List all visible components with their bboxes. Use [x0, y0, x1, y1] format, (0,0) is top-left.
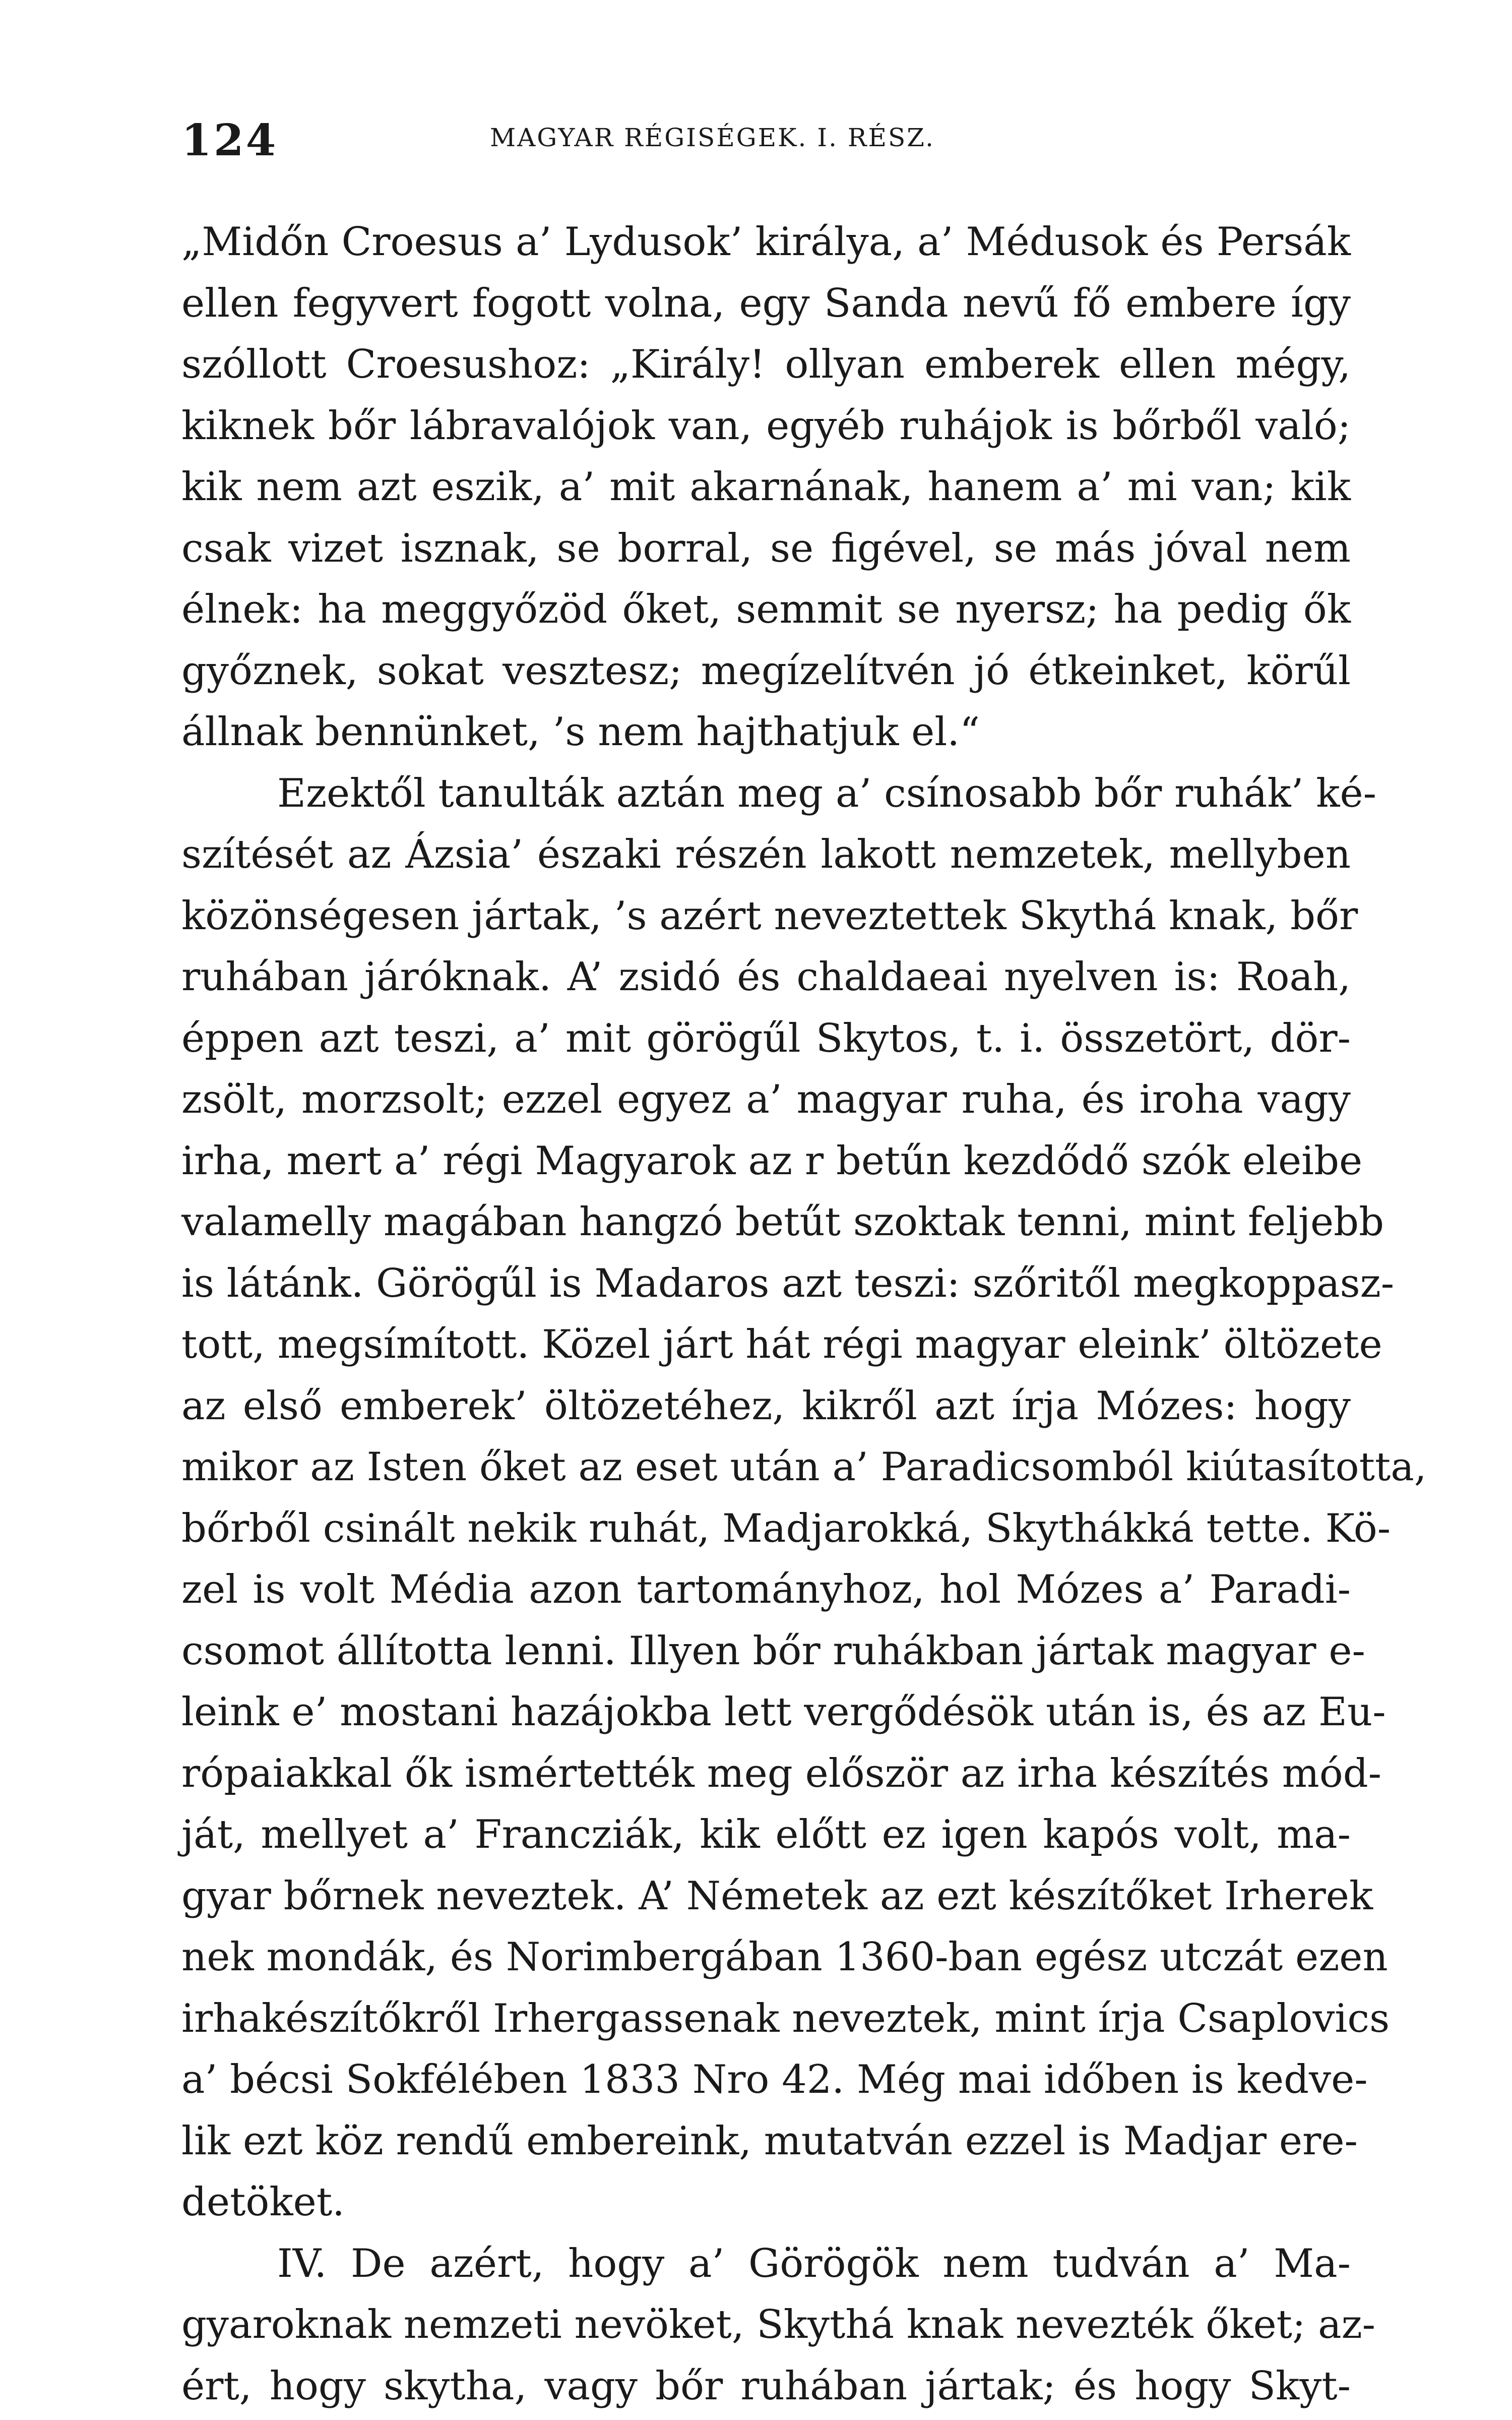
text-line: ellen fegyvert fogott volna, egy Sanda nevű fő embere így	[181, 280, 1351, 326]
text-line: leink e’ mostani hazájokba lett vergődésök után is, és az Eu-	[181, 1689, 1386, 1735]
text-line: kik nem azt eszik, a’ mit akarnának, hanem a’ mi van; kik	[181, 464, 1351, 510]
text-line: bőrből csinált nekik ruhát, Madjarokká, Skythákká tette. Kö-	[181, 1505, 1391, 1551]
text-line: nek mondák, és Norimbergában 1360-ban egész utczát ezen	[181, 1934, 1388, 1980]
text-line: irha, mert a’ régi Magyarok az r betűn kezdődő szók eleibe	[181, 1138, 1363, 1184]
text-line: a’ bécsi Sokfélében 1833 Nro 42. Még mai időben is kedve-	[181, 2057, 1368, 2102]
text-line: irhakészítőkről Irhergassenak neveztek, mint írja Csaplovics	[181, 1995, 1390, 2041]
body-text	[181, 212, 1427, 2417]
text-line: ját, mellyet a’ Francziák, kik előtt ez igen kapós volt, ma-	[181, 1812, 1351, 1857]
text-line: zel is volt Média azon tartományhoz, hol Mózes a’ Paradi-	[181, 1567, 1351, 1612]
text-line: ért, hogy skytha, vagy bőr ruhában jártak; és hogy Skyt-	[181, 2363, 1351, 2409]
text-line: csak vizet isznak, se borral, se figével, se más jóval nem	[181, 525, 1351, 571]
text-line: csomot állította lenni. Illyen bőr ruhákban jártak magyar e-	[181, 1628, 1365, 1674]
text-line: detöket.	[181, 2180, 345, 2225]
text-line: kiknek bőr lábravalójok van, egyéb ruhájok is bőrből való;	[181, 403, 1351, 449]
text-line: gyar bőrnek neveztek. A’ Németek az ezt készítőket Irherek	[181, 1873, 1373, 1919]
text-line: is látánk. Görögűl is Madaros azt teszi: szőritől megkoppasz-	[181, 1260, 1395, 1306]
text-line: állnak bennünket, ’s nem hajthatjuk el.“	[181, 709, 980, 755]
text-line: zsölt, morzsolt; ezzel egyez a’ magyar ruha, és iroha vagy	[181, 1077, 1351, 1122]
text-line: lik ezt köz rendű embereink, mutatván ezzel is Madjar ere-	[181, 2118, 1358, 2164]
text-line: Ezektől tanulták aztán meg a’ csínosabb bőr ruhák’ ké-	[277, 770, 1376, 816]
text-line: szítését az Ázsia’ északi részén lakott nemzetek, mellyben	[181, 832, 1351, 877]
text-line: éppen azt teszi, a’ mit görögűl Skytos, t. i. összetört, dör-	[181, 1015, 1351, 1061]
running-head	[181, 115, 1346, 170]
text-line: győznek, sokat vesztesz; megízelítvén jó étkeinket, körűl	[181, 648, 1351, 694]
text-line: IV. De azért, hogy a’ Görögök nem tudván a’ Ma-	[277, 2241, 1351, 2286]
text-line: közönségesen jártak, ’s azért neveztettek Skythá knak, bőr	[181, 893, 1358, 939]
text-line: szóllott Croesushoz: „Király! ollyan emberek ellen mégy,	[181, 342, 1351, 387]
page-number: 124	[181, 115, 278, 166]
text-line: élnek: ha meggyőzöd őket, semmit se nyersz; ha pedig ők	[181, 587, 1351, 632]
text-line: „Midőn Croesus a’ Lydusok’ királya, a’ Médusok és Persák	[181, 219, 1351, 265]
text-line: mikor az Isten őket az eset után a’ Paradicsomból kiútasította,	[181, 1444, 1427, 1490]
text-line: gyaroknak nemzeti nevöket, Skythá knak nevezték őket; az-	[181, 2302, 1376, 2347]
text-line: rópaiakkal ők ismértették meg először az irha készítés mód-	[181, 1750, 1381, 1796]
running-title: MAGYAR RÉGISÉGEK. I. RÉSZ.	[490, 123, 935, 152]
text-line: valamelly magában hangzó betűt szoktak tenni, mint feljebb	[181, 1199, 1384, 1245]
text-line: ruhában járóknak. A’ zsidó és chaldaeai nyelven is: Roah,	[181, 954, 1351, 1000]
text-line: az első emberek’ öltözetéhez, kikről azt írja Mózes: hogy	[181, 1383, 1351, 1429]
text-line: tott, megsímított. Közel járt hát régi magyar eleink’ öltözete	[181, 1322, 1382, 1367]
